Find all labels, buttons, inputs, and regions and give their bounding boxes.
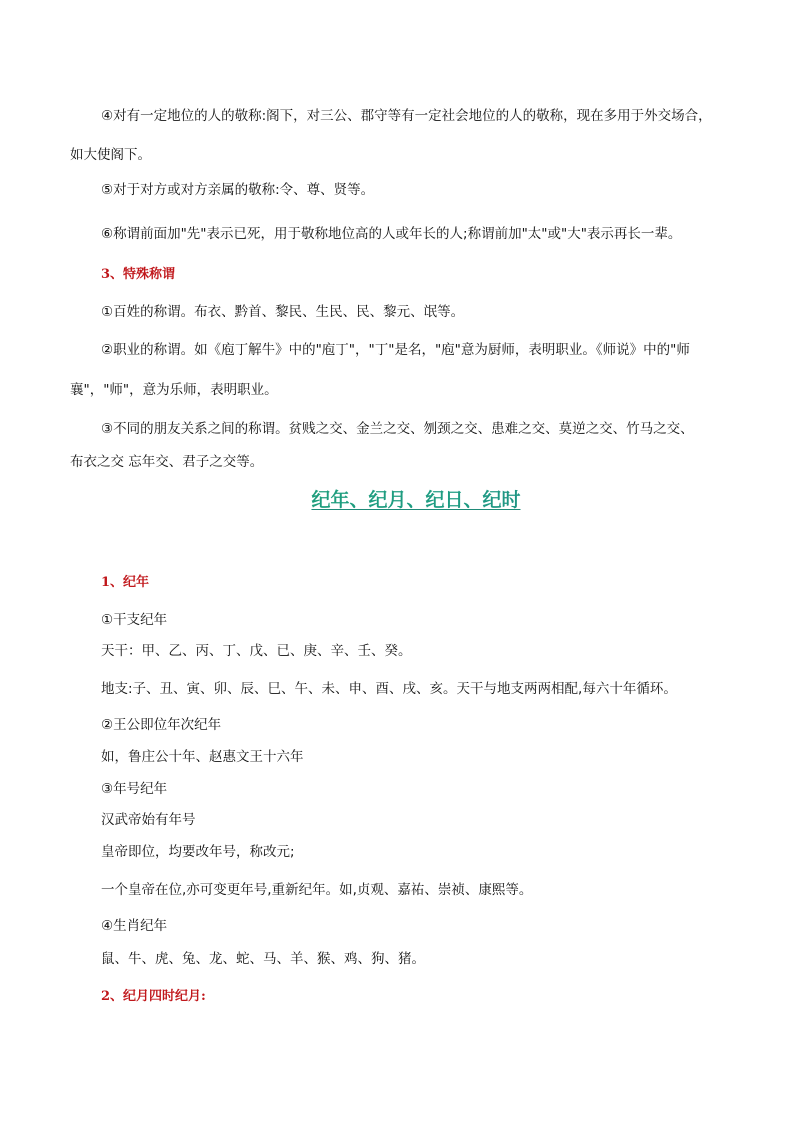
honorific-item-4-line-1: ④对有一定地位的人的敬称:阁下，对三公、郡守等有一定社会地位的人的敬称，现在多用于外交场合， — [101, 108, 712, 124]
section-heading-year: 1、纪年 — [101, 575, 150, 590]
page-title: 纪年、纪月、纪日、纪时 — [0, 488, 794, 512]
special-item-2-line-1: ②职业的称谓。如《庖丁解牛》中的"庖丁"，"丁"是名，"庖"意为厨师，表明职业。《师说》中的"师 — [101, 342, 690, 358]
year-nianhao-2: 皇帝即位，均要改年号，称改元; — [101, 844, 295, 860]
special-item-1: ①百姓的称谓。布衣、黔首、黎民、生民、民、黎元、氓等。 — [101, 304, 465, 320]
year-dizhi: 地支:子、丑、寅、卯、辰、巳、午、未、申、酉、戌、亥。天干与地支两两相配,每六十年循环。 — [101, 681, 677, 697]
year-nianhao-heading: ③年号纪年 — [101, 781, 168, 797]
year-nianhao-3: 一个皇帝在位,亦可变更年号,重新纪年。如,贞观、嘉祐、崇祯、康熙等。 — [101, 882, 533, 898]
honorific-item-4-line-2: 如大使阁下。 — [70, 147, 151, 163]
year-shengxiao: 鼠、牛、虎、兔、龙、蛇、马、羊、猴、鸡、狗、猪。 — [101, 951, 425, 967]
year-wanggong-example: 如，鲁庄公十年、赵惠文王十六年 — [101, 749, 304, 765]
year-shengxiao-heading: ④生肖纪年 — [101, 918, 168, 934]
section-heading-special-titles: 3、特殊称谓 — [101, 267, 176, 282]
honorific-item-6: ⑥称谓前面加"先"表示已死，用于敬称地位高的人或年长的人;称谓前加"太"或"大"表示再长一辈。 — [101, 226, 682, 242]
year-ganzhi-heading: ①干支纪年 — [101, 612, 168, 628]
year-tiangan: 天干：甲、乙、丙、丁、戊、已、庚、辛、壬、癸。 — [101, 643, 412, 659]
special-item-2-line-2: 襄"，"师"，意为乐师，表明职业。 — [70, 382, 278, 398]
section-heading-month: 2、纪月四时纪月: — [101, 989, 206, 1004]
honorific-item-5: ⑤对于对方或对方亲属的敬称:令、尊、贤等。 — [101, 182, 375, 198]
year-nianhao-1: 汉武帝始有年号 — [101, 812, 196, 828]
year-wanggong-heading: ②王公即位年次纪年 — [101, 717, 222, 733]
special-item-3-line-1: ③不同的朋友关系之间的称谓。贫贱之交、金兰之交、刎颈之交、患难之交、莫逆之交、竹马之交、 — [101, 421, 694, 437]
special-item-3-line-2: 布衣之交 忘年交、君子之交等。 — [70, 454, 264, 470]
